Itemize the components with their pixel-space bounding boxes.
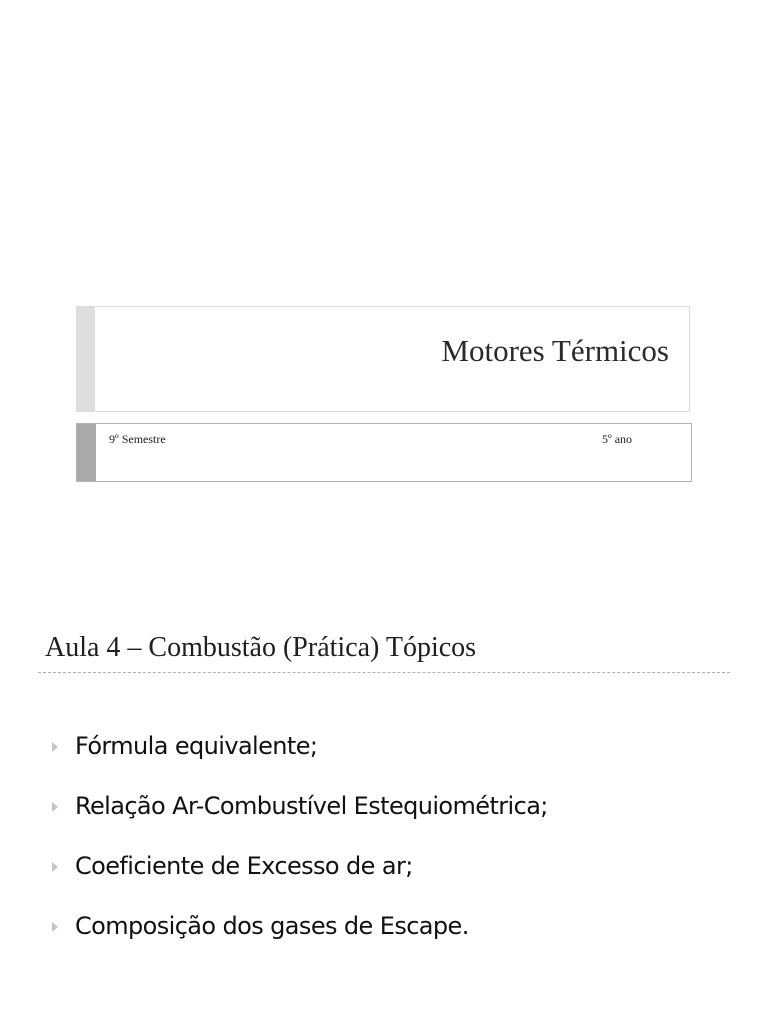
title-box xyxy=(76,306,690,412)
triangle-bullet-icon xyxy=(52,862,58,872)
list-item-text: Relação Ar-Combustível Estequiométrica; xyxy=(75,792,548,820)
subtitle-accent-bar xyxy=(77,424,96,481)
subtitle-box xyxy=(76,423,692,482)
subtitle-year: 5º ano xyxy=(602,432,633,446)
list-item-text: Coeficiente de Excesso de ar; xyxy=(75,852,413,880)
list-item-text: Composição dos gases de Escape. xyxy=(75,912,469,940)
title-accent-bar xyxy=(77,307,95,411)
topics-heading: Aula 4 – Combustão (Prática) Tópicos xyxy=(45,632,477,663)
triangle-bullet-icon xyxy=(52,922,58,932)
subtitle-semester: 9º Semestre xyxy=(109,432,166,446)
slide-title: Motores Térmicos xyxy=(441,333,669,368)
triangle-bullet-icon xyxy=(52,742,58,752)
triangle-bullet-icon xyxy=(52,802,58,812)
list-item-text: Fórmula equivalente; xyxy=(75,732,318,760)
heading-divider xyxy=(38,672,730,673)
